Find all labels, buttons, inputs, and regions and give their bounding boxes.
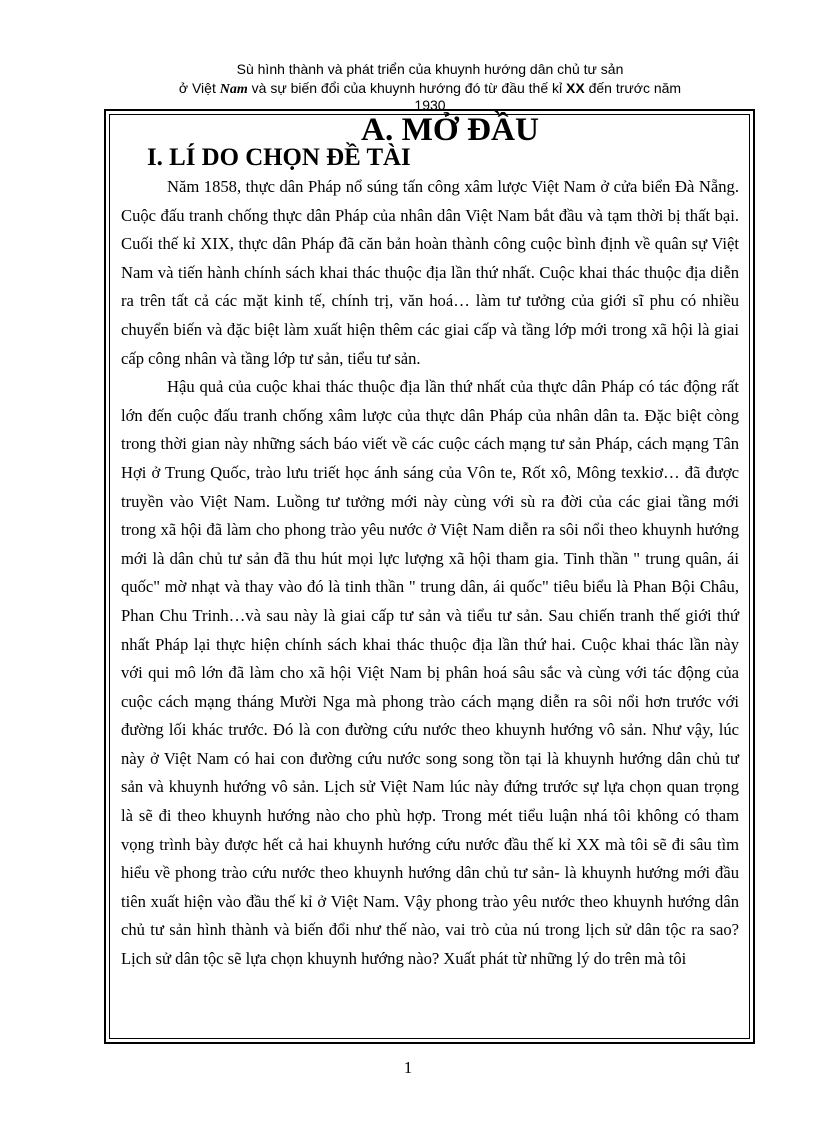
section-title: A. MỞ ĐẦU bbox=[361, 111, 539, 148]
paragraph-2: Hậu quả của cuộc khai thác thuộc địa lần thứ nhất của thực dân Pháp có tác động rất lớn đến cuộc đấu tranh chống xâm lược của thực dân Pháp của nhân dân ta. Đặc biệt còng trong thời gian này những sách báo viết về các cuộc cách mạng tư sản Pháp, cách mạng Tân Hợi ở Trung Quốc, trào lưu triết học ánh sáng của Vôn te, Rốt xô, Mông texkiơ… đã được truyền vào Việt Nam. Luồng tư tưởng mới này cùng với sù ra đời của các giai tầng mới trong xã hội đã làm cho phong trào yêu nước ở Việt Nam diễn ra sôi nổi theo khuynh hướng mới là dân chủ tư sản đã thu hút mọi lực lượng xã hội tham gia. Tinh thần " trung quân, ái quốc" mờ nhạt và thay vào đó là tinh thần " trung dân, ái quốc" tiêu biểu là Phan Bội Châu, Phan Chu Trinh…và sau này là giai cấp tư sản và tiểu tư sản. Sau chiến tranh thế giới thứ nhất Pháp lại thực hiện chính sách khai thác thuộc địa lần thứ hai. Cuộc khai thác lần này với qui mô lớn đã làm cho xã hội Việt Nam bị phân hoá sâu sắc và cùng với tác động của cuộc cách mạng tháng Mười Nga mà phong trào cách mạng diễn ra sôi nổi hơn trước với đường lối khác trước. Đó là con đường cứu nước theo khuynh hướng vô sản. Như vậy, lúc này ở Việt Nam có hai con đường cứu nước song song tồn tại là khuynh hướng dân chủ tư sản và khuynh hướng vô sản. Lịch sử Việt Nam lúc này đứng trước sự lựa chọn quan trọng là sẽ đi theo khuynh hướng nào cho phù hợp. Trong mét tiểu luận nhá tôi không có tham vọng trình bày được hết cả hai khuynh hướng cứu nước đầu thế kỉ XX mà tôi sẽ đi sâu tìm hiểu về phong trào cứu nước theo khuynh hướng dân chủ tư sản- là khuynh hướng mới đầu tiên xuất hiện vào đầu thế kỉ ở Việt Nam. Vậy phong trào yêu nước theo khuynh hướng dân chủ tư sản hình thành và biến đổi như thế nào, vai trò của nú trong lịch sử dân tộc ra sao? Lịch sử dân tộc sẽ lựa chọn khuynh hướng nào? Xuất phát từ những lý do trên mà tôi bbox=[121, 377, 739, 969]
paragraph-1: Năm 1858, thực dân Pháp nổ súng tấn công xâm lược Việt Nam ở cửa biển Đà Nẵng. Cuộc đấu tranh chống thực dân Pháp của nhân dân Việt Nam bắt đầu và tạm thời bị thất bại. Cuối thế kỉ XIX, thực dân Pháp đã căn bản hoàn thành công cuộc bình định về quân sự Việt Nam và tiến hành chính sách khai thác thuộc địa lần thứ nhất. Cuộc khai thác thuộc địa diễn ra trên tất cả các mặt kinh tế, chính trị, văn hoá… làm tư tưởng của giới sĩ phu có nhiều chuyển biến và đặc biệt làm xuất hiện thêm các giai cấp và tầng lớp mới trong xã hội là giai cấp công nhân và tầng lớp tư sản, tiểu tư sản. bbox=[121, 177, 739, 368]
header-line-2-pre: ở Việt bbox=[178, 80, 220, 96]
document-body bbox=[121, 111, 739, 974]
header-line-2-mid: và sự biến đổi của khuynh hướng đó từ đầu thế kỉ bbox=[247, 80, 567, 96]
header-line-2 bbox=[110, 79, 750, 99]
header-xx: XX bbox=[566, 80, 585, 96]
running-header bbox=[110, 60, 750, 113]
subsection-title: I. LÍ DO CHỌN ĐỀ TÀI bbox=[147, 144, 411, 171]
page-number: 1 bbox=[403, 1058, 413, 1077]
header-year: 1930 bbox=[414, 97, 446, 113]
header-line-1: Sù hình thành và phát triển của khuynh hướng dân chủ tư sản bbox=[236, 61, 624, 77]
header-nam: Nam bbox=[219, 82, 248, 97]
header-line-2-post: đến trước năm bbox=[584, 80, 682, 96]
